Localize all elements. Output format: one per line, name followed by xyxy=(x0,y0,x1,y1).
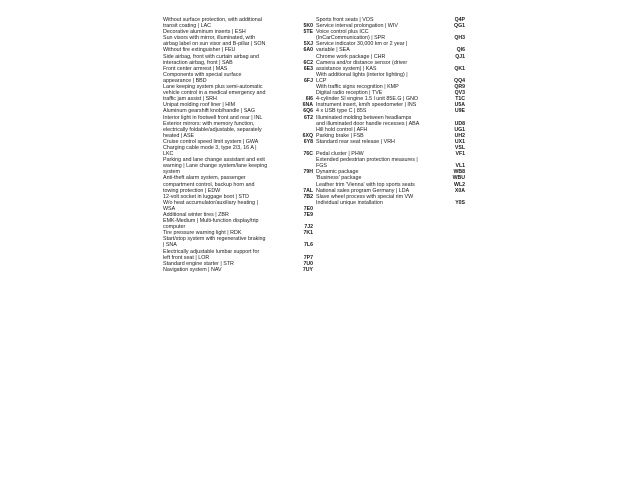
option-code: QV3 xyxy=(454,90,465,97)
option-description: Service indicator 30,000 km or 2 year | variable | SEA xyxy=(316,41,408,54)
option-code: 5XJ xyxy=(303,41,313,48)
option-description: With additional lights (interior lighting) | LCP xyxy=(316,71,408,84)
option-row xyxy=(163,145,313,157)
option-description: Hill hold control | AFH xyxy=(316,126,368,133)
option-description: Illuminated molding between headlamps and illuminated door handle recesses | ABA xyxy=(316,114,420,127)
option-code: VSL xyxy=(454,144,465,151)
option-code: 7B2 xyxy=(303,193,313,200)
option-description: Pedal cluster | PHW xyxy=(316,151,364,158)
option-description: Start/stop system with regenerative braking | SNA xyxy=(163,236,266,249)
option-code: 6Y8 xyxy=(303,138,313,145)
option-description: Anti-theft alarm system, passenger compartment control, backup horn and towing protection | EDW xyxy=(163,175,255,194)
option-code: UX1 xyxy=(454,138,465,145)
option-description: Parking brake | FSB xyxy=(316,132,364,139)
option-code: QG1 xyxy=(454,23,465,30)
option-description: Decorative aluminum inserts | ESH xyxy=(163,29,246,36)
option-code: 5K0 xyxy=(303,23,313,30)
option-code: 7K1 xyxy=(303,230,313,237)
option-description: Standard engine starter | STR xyxy=(163,260,234,267)
option-code: 6T2 xyxy=(304,114,313,121)
option-row xyxy=(163,157,313,175)
option-row xyxy=(316,200,465,206)
option-description: 'Business' package xyxy=(316,175,362,182)
option-row xyxy=(316,72,465,84)
option-code: U5A xyxy=(454,102,465,109)
option-description: Aluminum gearshift knob/handle | SAG xyxy=(163,108,255,115)
option-code: WB8 xyxy=(453,169,465,176)
option-row xyxy=(163,54,313,66)
option-description: Individual unique installation xyxy=(316,199,383,206)
option-row xyxy=(163,236,313,248)
option-row xyxy=(163,17,313,29)
option-description: Leather trim 'Vienna' with top sports seats xyxy=(316,181,415,188)
option-code: 6E3 xyxy=(303,65,313,72)
option-description: 4 x USB type C | 85S xyxy=(316,108,367,115)
option-row xyxy=(163,267,313,273)
right-options-column xyxy=(316,17,465,206)
option-row xyxy=(163,72,313,84)
option-code: UD8 xyxy=(454,120,465,127)
option-description: Instrument insert, km/h speedometer | INS xyxy=(316,102,417,109)
option-description: Front center armrest | MAS xyxy=(163,65,228,72)
option-code: QJ1 xyxy=(455,53,465,60)
option-code: QH3 xyxy=(454,35,465,42)
option-code: 7P7 xyxy=(303,254,313,261)
option-row xyxy=(316,115,465,127)
option-description: Digital radio reception | TVE xyxy=(316,90,383,97)
option-row xyxy=(163,249,313,261)
option-code: 7J2 xyxy=(304,224,313,231)
option-description: Extended pedestrian protection measures | FGS xyxy=(316,157,418,170)
option-row xyxy=(163,200,313,212)
option-description: Interior light in footwell front and rear | INL xyxy=(163,114,263,121)
option-description: Exterior mirrors: with memory function, electrically foldable/adjustable, separately heated | ASE xyxy=(163,120,262,139)
option-row xyxy=(316,29,465,41)
option-description: Additional winter tires | ZBR xyxy=(163,212,229,218)
option-code: U9E xyxy=(454,108,465,115)
option-code: 6I6 xyxy=(305,96,313,103)
option-description: Chrome work package | CHR xyxy=(316,53,386,60)
option-code: 6Q6 xyxy=(303,108,313,115)
option-row xyxy=(316,157,465,169)
option-description: EMK-Medium | Multi-function display/trip computer xyxy=(163,218,259,231)
option-code: WBU xyxy=(452,175,465,182)
option-code: X0A xyxy=(454,187,465,194)
option-code: QI6 xyxy=(456,47,465,54)
option-code: Q4P xyxy=(454,17,465,23)
option-description: Tire pressure warning light | RDK xyxy=(163,230,242,237)
option-description: Sun visors with mirror, illuminated, with airbag label on sun visor and B-pillar | SON xyxy=(163,35,266,48)
option-code: QK1 xyxy=(454,65,465,72)
option-code: T1C xyxy=(455,96,465,103)
option-code: 76C xyxy=(303,151,313,158)
option-description: Camera and/or distance sensor (driver assistance system) | KAS xyxy=(316,59,408,72)
option-code: 7UY xyxy=(302,266,313,273)
option-description: 4-cylinder SI engine 1.5 l unit 85E.G | GNO xyxy=(316,96,419,103)
option-description: National sales program Germany | LDA xyxy=(316,187,410,194)
option-row xyxy=(316,60,465,72)
option-code: Y0S xyxy=(455,199,465,206)
option-description: Components with special surface appearance | BBD xyxy=(163,71,242,84)
option-code: QQ4 xyxy=(454,77,465,84)
option-code: 7L6 xyxy=(304,242,313,249)
option-description: Navigation system | NAV xyxy=(163,266,222,273)
option-row xyxy=(316,41,465,53)
option-code: 5TE xyxy=(303,29,313,36)
option-code: 6XQ xyxy=(302,132,313,139)
option-description: Sports front seats | VOS xyxy=(316,17,374,23)
option-description: Side airbag, front with curtain airbag and interaction airbag, front | SAB xyxy=(163,53,259,66)
option-description: Electrically adjustable lumbar support for left front seat | LOR xyxy=(163,248,260,261)
left-options-column xyxy=(163,17,313,273)
option-row xyxy=(163,121,313,139)
option-row xyxy=(163,84,313,102)
option-code: UG1 xyxy=(454,126,465,133)
option-description: Dynamic package xyxy=(316,169,359,176)
option-code: 7U0 xyxy=(303,260,313,267)
option-description: Charging cable mode 3, type 2/3, 16 A | LKC xyxy=(163,144,257,158)
option-description: Cruise control speed limit system | GWA xyxy=(163,138,259,145)
option-code: 7AL xyxy=(303,187,313,194)
option-description: 12-volt socket in luggage boot | STD xyxy=(163,193,250,200)
option-description: Parking and lane change assistant and exit warning | Lane change system/lane keeping system xyxy=(163,157,268,176)
option-row xyxy=(316,139,465,145)
option-code: 79H xyxy=(303,169,313,176)
option-code: 6FJ xyxy=(304,77,313,84)
option-code: 7E9 xyxy=(303,212,313,218)
option-code: 6NA xyxy=(302,102,313,109)
option-code: VL1 xyxy=(455,163,465,170)
option-description: Service interval prolongation | WIV xyxy=(316,23,398,30)
option-code: 6C2 xyxy=(303,59,313,66)
option-code: WL2 xyxy=(454,181,465,188)
option-description: Without surface protection, with additional transit coating | LAC xyxy=(163,17,262,30)
option-description: Slave wheel process with special rim VW xyxy=(316,193,414,200)
option-description: W/o heat accumulator/auxiliary heating | WSA xyxy=(163,199,258,212)
option-description: Lane keeping system plus semi-automatic vehicle control in a medical emergency and traffic jam assist | SRH xyxy=(163,84,266,103)
option-code: QR9 xyxy=(454,84,465,91)
option-row xyxy=(163,175,313,193)
option-description: Standard rear seat release | VRH xyxy=(316,138,395,145)
option-description: Without fire extinguisher | FEU xyxy=(163,47,236,54)
option-row xyxy=(163,218,313,230)
option-code: VF1 xyxy=(455,151,465,158)
option-code: 7E0 xyxy=(303,205,313,212)
option-code: 6A0 xyxy=(303,47,313,54)
option-description: With traffic signs recognition | KMP xyxy=(316,84,399,91)
option-description: Unipat molding roof liner | HIM xyxy=(163,102,236,109)
option-description: Voice control plus ICC (InCarCommunication) | SPR xyxy=(316,29,386,42)
option-row xyxy=(163,35,313,47)
option-code: UH2 xyxy=(454,132,465,139)
